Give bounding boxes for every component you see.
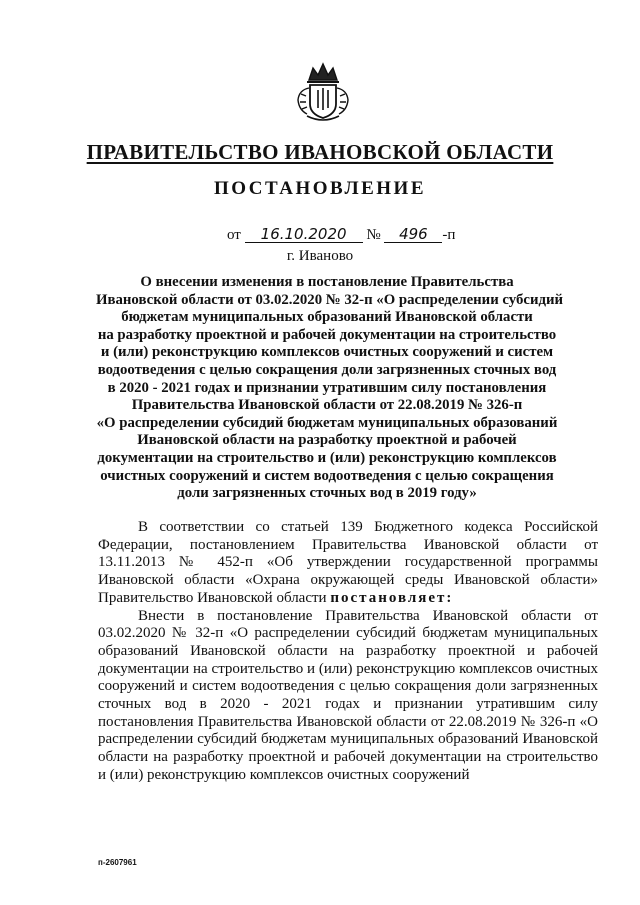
title-line: на разработку проектной и рабочей документации на строительство [97,326,557,343]
document-title [96,274,564,503]
title-line: «О распределении субсидий бюджетам муниципальных образований [96,414,558,431]
title-line: Ивановской области на разработку проектной и рабочей [137,432,517,449]
title-line: Правительства Ивановской области от 22.08.2019 № 326-п [131,397,523,414]
date-number-line: от 16.10.2020 № 496 -п [227,225,456,243]
paragraph-amendment: Внести в постановление Правительства Ивановской области от 03.02.2020 № 32-п «О распределении субсидий бюджетам муниципальных образований Ивановской области на разработку проектной и рабочей документации на строительство и (или) реконструкцию комплексов очистных сооружений и систем водоотведения с целью сокращения доли загрязненных сточных вод в 2020 - 2021 годах и признании утратившим силу постановления Правительства Ивановской области от 22.08.2019 № 326-п «О распределении субсидий бюджетам муниципальных образований Ивановской области на разработку проектной и рабочей документации на строительство и (или) реконструкцию комплексов очистных сооружений [98,607,598,783]
handwritten-number: 496 [384,226,442,243]
title-line: доли загрязненных сточных вод в 2019 году» [177,485,477,502]
government-header: ПРАВИТЕЛЬСТВО ИВАНОВСКОЙ ОБЛАСТИ [86,140,554,164]
title-line: водоотведения с целью сокращения доли загрязненных сточных вод [97,361,557,378]
handwritten-date: 16.10.2020 [245,226,363,243]
document-code: п-2607961 [98,858,137,867]
title-line: и (или) реконструкцию комплексов очистных сооружений и систем [100,344,554,361]
document-type: ПОСТАНОВЛЕНИЕ [213,178,427,199]
title-line: бюджетам муниципальных образований Ивановской области [121,309,533,326]
decree-keyword: постановляет: [330,589,454,606]
city: г. Иваново [286,248,354,264]
coat-of-arms-icon [293,58,353,124]
title-line: в 2020 - 2021 годах и признании утратившим силу постановления [107,379,547,396]
title-line: Ивановской области от 03.02.2020 № 32-п «О распределении субсидий [96,291,564,308]
title-line: О внесении изменения в постановление Правительства [140,274,514,290]
paragraph-preamble: В соответствии со статьей 139 Бюджетного кодекса Российской Федерации, постановлением Правительства Ивановской области от 13.11.2013 № 452-п «Об утверждении государственной программы Ивановской области «Охрана окружающей среды Ивановской области» Правительство Ивановской области постановляет: [98,519,598,606]
document-body [98,519,598,785]
title-line: очистных сооружений и систем водоотведения с целью сокращения [100,467,554,484]
title-line: документации на строительство и (или) реконструкцию комплексов [97,449,557,466]
